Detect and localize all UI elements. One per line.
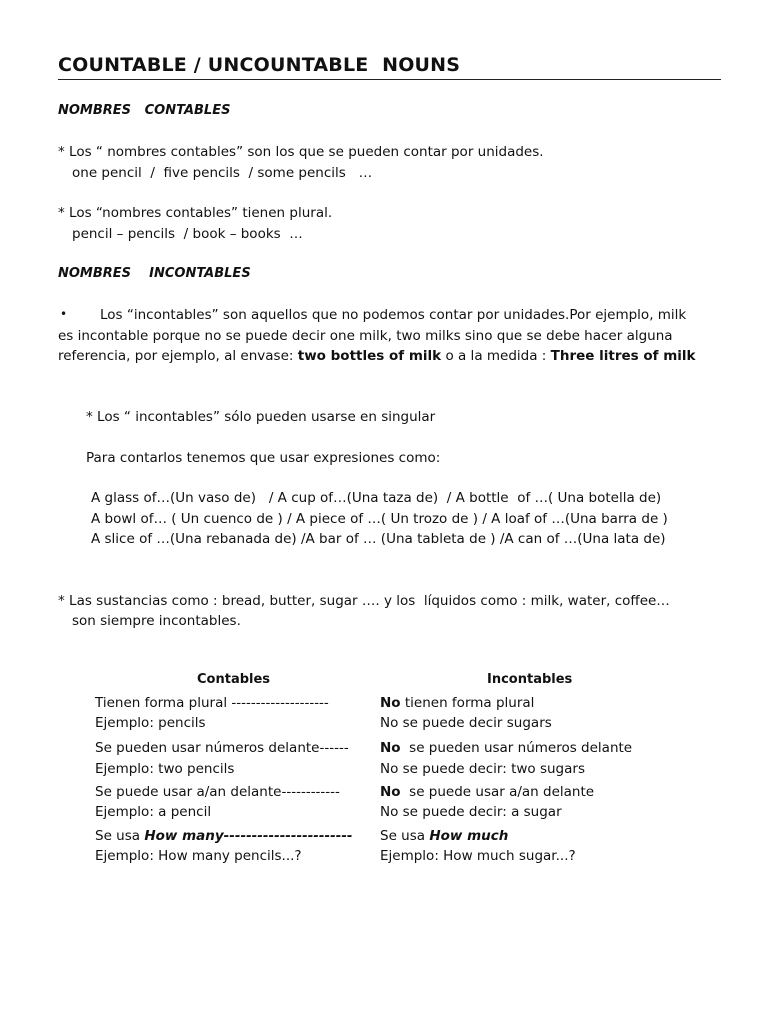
rule-text: se puede usar a/an delante bbox=[400, 784, 595, 800]
expression-line-1: A glass of…(Un vaso de) / A cup of…(Una taza de) / A bottle of …( Una botella de) bbox=[91, 490, 662, 506]
how-many-emphasis: How many----------------------- bbox=[144, 828, 353, 844]
rule-prefix: Se usa bbox=[380, 828, 430, 844]
rule-text: tienen forma plural bbox=[400, 695, 535, 711]
countable-example-2: pencil – pencils / book – books … bbox=[72, 226, 303, 242]
table-row-1-uncountable-example: No se puede decir sugars bbox=[380, 715, 552, 731]
table-row-1-countable-example: Ejemplo: pencils bbox=[95, 715, 206, 731]
table-row-4-countable-example: Ejemplo: How many pencils...? bbox=[95, 848, 302, 864]
table-row-3-countable-rule: Se puede usar a/an delante------------ bbox=[95, 784, 340, 800]
uncountable-text-1: Los “incontables” son aquellos que no podemos contar por unidades.Por ejemplo, milk es incontable porque no se puede decir one milk, two milks sino que se debe hacer alguna referencia, por ejemplo, al envase: bbox=[58, 307, 687, 364]
table-row-4-countable-rule bbox=[95, 826, 353, 847]
uncountable-text-2: o a la medida : bbox=[441, 348, 551, 364]
table-row-1-uncountable-rule bbox=[380, 693, 534, 714]
table-header-countable: Contables bbox=[197, 672, 271, 687]
table-row-3-uncountable-rule bbox=[380, 782, 594, 803]
uncountable-bold-2: Three litres of milk bbox=[550, 348, 696, 364]
no-emphasis: No bbox=[380, 784, 401, 800]
no-emphasis: No bbox=[380, 740, 401, 756]
uncountable-bold-1: two bottles of milk bbox=[297, 348, 442, 364]
table-row-1-countable-rule: Tienen forma plural -------------------- bbox=[95, 695, 329, 711]
expressions-intro: Para contarlos tenemos que usar expresiones como: bbox=[86, 450, 441, 466]
table-row-3-countable-example: Ejemplo: a pencil bbox=[95, 804, 212, 820]
table-header-uncountable: Incontables bbox=[487, 672, 573, 687]
uncountable-paragraph bbox=[58, 305, 698, 367]
rule-prefix: Se usa bbox=[95, 828, 145, 844]
substances-line-1: * Las sustancias como : bread, butter, sugar …. y los líquidos como : milk, water, coffee… bbox=[58, 593, 670, 609]
table-row-4-uncountable-example: Ejemplo: How much sugar...? bbox=[380, 848, 576, 864]
countable-example-1: one pencil / five pencils / some pencils … bbox=[72, 165, 373, 181]
bullet-dot: • bbox=[60, 307, 68, 321]
expression-line-3: A slice of …(Una rebanada de) /A bar of … (Una tableta de ) /A can of …(Una lata de) bbox=[91, 531, 666, 547]
countable-plural-note: * Los “nombres contables” tienen plural. bbox=[58, 205, 333, 221]
page-title: COUNTABLE / UNCOUNTABLE NOUNS bbox=[58, 54, 461, 76]
uncountable-singular-note: * Los “ incontables” sólo pueden usarse en singular bbox=[86, 409, 436, 425]
how-much-emphasis: How much bbox=[429, 828, 509, 844]
substances-line-2: son siempre incontables. bbox=[72, 613, 241, 629]
table-row-2-uncountable-example: No se puede decir: two sugars bbox=[380, 761, 585, 777]
rule-text: se pueden usar números delante bbox=[400, 740, 633, 756]
no-emphasis: No bbox=[380, 695, 401, 711]
expression-line-2: A bowl of… ( Un cuenco de ) / A piece of …( Un trozo de ) / A loaf of …(Una barra de ) bbox=[91, 511, 668, 527]
countable-heading: NOMBRES CONTABLES bbox=[58, 103, 231, 118]
table-row-2-countable-example: Ejemplo: two pencils bbox=[95, 761, 235, 777]
countable-definition: * Los “ nombres contables” son los que se pueden contar por unidades. bbox=[58, 144, 544, 160]
table-row-2-uncountable-rule bbox=[380, 738, 632, 759]
table-row-4-uncountable-rule bbox=[380, 826, 508, 847]
table-row-3-uncountable-example: No se puede decir: a sugar bbox=[380, 804, 562, 820]
table-row-2-countable-rule: Se pueden usar números delante------ bbox=[95, 740, 349, 756]
uncountable-heading: NOMBRES INCONTABLES bbox=[58, 266, 251, 281]
title-underline bbox=[58, 79, 721, 80]
